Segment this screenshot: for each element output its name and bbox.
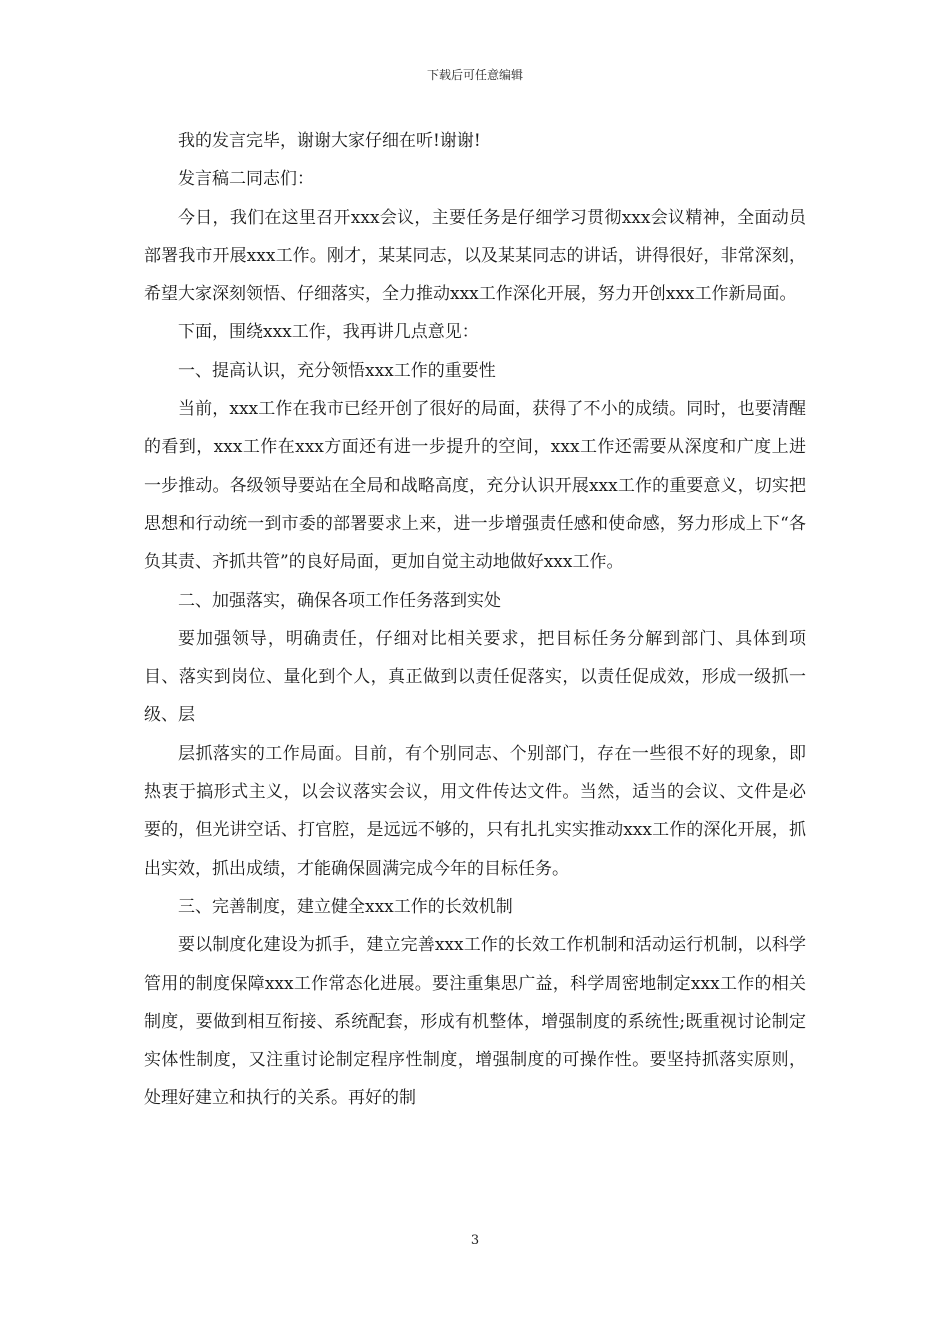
paragraph-section-2b: 层抓落实的工作局面。目前，有个别同志、个别部门，存在一些很不好的现象，即热衷于搞形式主义，以会议落实会议，用文件传达文件。当然，适当的会议、文件是必要的，但光讲空话、打官腔，是远远不够的，只有扎扎实实推动xxx工作的深化开展，抓出实效，抓出成绩，才能确保圆满完成今年的目标任务。 <box>144 743 806 879</box>
section-heading-3: 三、完善制度，建立健全xxx工作的长效机制 <box>178 896 513 917</box>
paragraph-section-3: 要以制度化建设为抓手，建立完善xxx工作的长效工作机制和活动运行机制，以科学管用的制度保障xxx工作常态化进展。要注重集思广益，科学周密地制定xxx工作的相关制度，要做到相互衔接、系统配套，形成有机整体，增强制度的系统性;既重视讨论制定实体性制度，又注重讨论制定程序性制度，增强制度的可操作性。要坚持抓落实原则，处理好建立和执行的关系。再好的制 <box>144 935 806 1109</box>
paragraph-transition: 下面，围绕xxx工作，我再讲几点意见： <box>178 322 479 343</box>
paragraph-closing-remark: 我的发言完毕，谢谢大家仔细在听!谢谢! <box>178 131 481 151</box>
section-heading-1: 一、提高认识，充分领悟xxx工作的重要性 <box>178 360 496 381</box>
paragraph-intro: 今日，我们在这里召开xxx会议，主要任务是仔细学习贯彻xxx会议精神，全面动员部署我市开展xxx工作。刚才，某某同志，以及某某同志的讲话，讲得很好，非常深刻，希望大家深刻领悟、仔细落实，全力推动xxx工作深化开展，努力开创xxx工作新局面。 <box>144 207 806 305</box>
paragraph-section-2a: 要加强领导，明确责任，仔细对比相关要求，把目标任务分解到部门、具体到项目、落实到岗位、量化到个人，真正做到以责任促落实，以责任促成效，形成一级抓一级、层 <box>144 628 806 726</box>
section-heading-2: 二、加强落实，确保各项工作任务落到实处 <box>178 590 501 611</box>
page-number: 3 <box>470 1233 480 1248</box>
paragraph-speech-two-title: 发言稿二同志们： <box>178 169 314 190</box>
paragraph-section-1: 当前，xxx工作在我市已经开创了很好的局面，获得了不小的成绩。同时，也要清醒的看到，xxx工作在xxx方面还有进一步提升的空间，xxx工作还需要从深度和广度上进一步推动。各级领导要站在全局和战略高度，充分认识开展xxx工作的重要意义，切实把思想和行动统一到市委的部署要求上来，进一步增强责任感和使命感，努力形成上下“各负其责、齐抓共管”的良好局面，更加自觉主动地做好xxx工作。 <box>144 399 806 573</box>
page-header: 下载后可任意编辑 <box>426 68 523 82</box>
document-body <box>144 122 806 1118</box>
